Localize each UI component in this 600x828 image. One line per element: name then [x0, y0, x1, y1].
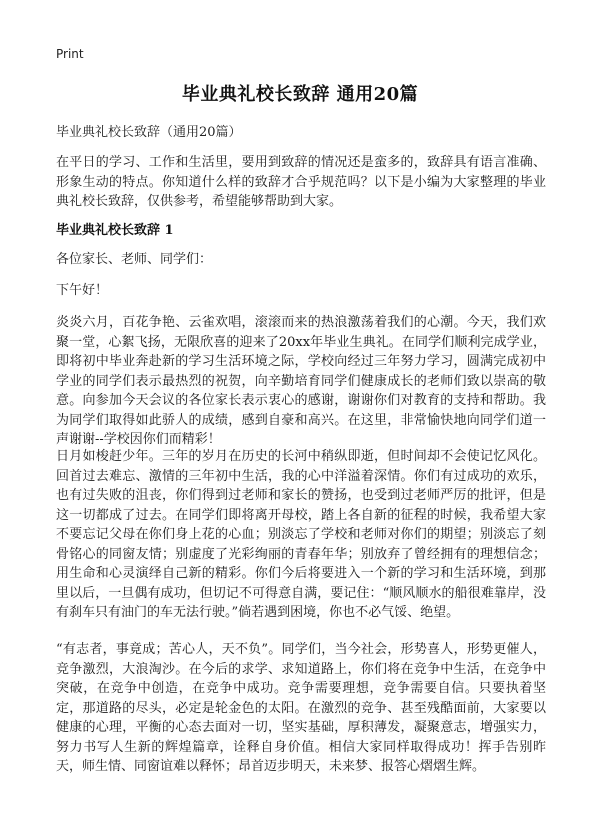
intro-paragraph: 在平日的学习、工作和生活里，要用到致辞的情况还是蛮多的，致辞具有语言准确、形象生动的特点。你知道什么样的致辞才合乎规范吗？以下是小编为大家整理的毕业典礼校长致辞，仅供参考，希望能够帮助到大家。	[56, 155, 546, 209]
print-link[interactable]: Print	[56, 47, 84, 61]
section-heading: 毕业典礼校长致辞 1	[56, 223, 174, 238]
body-paragraph: 日月如梭赶少年。三年的岁月在历史的长河中稍纵即逝，但时间却不会使记忆风化。回首过去难忘、激情的三年初中生活，我的心中洋溢着深情。你们有过成功的欢乐，也有过失败的沮丧，你们得到过老师和家长的赞扬，也受到过老师严厉的批评，但是这一切都成了过去。在同学们即将离开母校，踏上各自新的征程的时候，我希望大家不要忘记父母在你们身上花的心血；别淡忘了学校和老师对你们的期望；别淡忘了刻骨铭心的同窗友情；别虚度了光彩绚丽的青春年华；别放弃了曾经拥有的理想信念；用生命和心灵演绎自己新的精彩。你们今后将要进入一个新的学习和生活环境，到那里以后，一旦偶有成功，但切记不可得意自满，要记住：“顺风顺水的船很难靠岸，没有刹车只有油门的车无法行驶。”倘若遇到困境，你也不必气馁、绝望。	[56, 449, 546, 620]
greeting-paragraph: 各位家长、老师、同学们：	[56, 252, 213, 267]
salutation-paragraph: 下午好！	[56, 283, 109, 298]
page-title: 毕业典礼校长致辞 通用20篇	[181, 84, 419, 105]
document-subtitle: 毕业典礼校长致辞（通用20篇）	[56, 125, 242, 140]
body-paragraph: “有志者，事竟成；苦心人，天不负”。同学们，当今社会，形势喜人，形势更催人，竞争激烈，大浪淘沙。在今后的求学、求知道路上，你们将在竞争中生活，在竞争中突破，在竞争中创造，在竞争中成功。竞争需要理想，竞争需要自信。只要执着坚定，那道路的尽头，必定是轮金色的太阳。在激烈的竞争、甚至残酷面前，大家要以健康的心理，平衡的心态去面对一切，坚实基础，厚积薄发，凝聚意志，增强实力，努力书写人生新的辉煌篇章，诠释自身价值。相信大家同样取得成功！挥手告别昨天，师生情、同窗谊难以释怀；昂首迈步明天，未来梦、报答心熠熠生辉。	[56, 642, 546, 774]
body-paragraph: 炎炎六月，百花争艳、云雀欢唱，滚滚而来的热浪激荡着我们的心潮。今天，我们欢聚一堂，心絮飞扬，无限欣喜的迎来了20xx年毕业生典礼。在同学们顺利完成学业，即将初中毕业奔赴新的学习生活环境之际，学校向经过三年努力学习，圆满完成初中学业的同学们表示最热烈的祝贺，向辛勤培育同学们健康成长的老师们致以崇高的敬意。向参加今天会议的各位家长表示衷心的感谢，谢谢你们对教育的支持和帮助。我为同学们取得如此骄人的成绩，感到自豪和高兴。在这里，非常愉快地向同学们道一声谢谢--学校因你们而精彩！	[56, 315, 546, 447]
